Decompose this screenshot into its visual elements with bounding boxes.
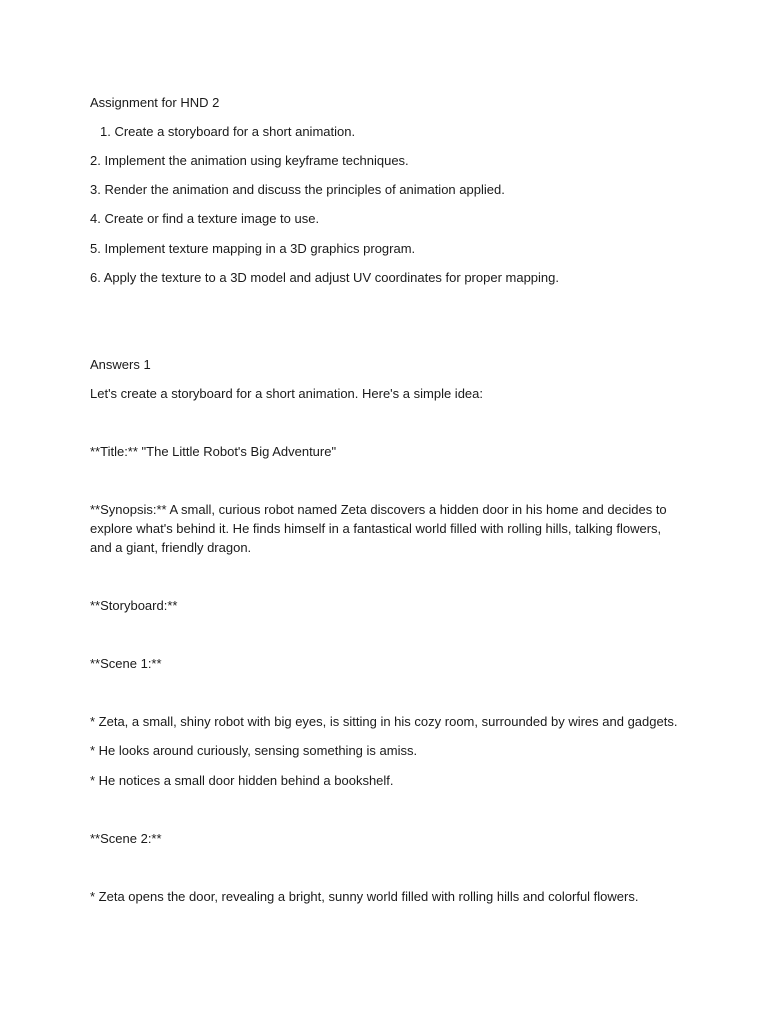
scene-1-heading: **Scene 1:** xyxy=(90,656,162,671)
storyboard-heading: **Storyboard:** xyxy=(90,598,178,613)
intro-paragraph: Let's create a storyboard for a short animation. Here's a simple idea: xyxy=(90,386,483,401)
scene-1-item-1: * Zeta, a small, shiny robot with big eyes, is sitting in his cozy room, surrounded by wires and gadgets. xyxy=(90,714,678,729)
title-line: **Title:** "The Little Robot's Big Adventure" xyxy=(90,444,337,459)
scene-1-item-3: * He notices a small door hidden behind a bookshelf. xyxy=(90,773,394,788)
synopsis-paragraph: **Synopsis:** A small, curious robot named Zeta discovers a hidden door in his home and decides to explore what's behind it. He finds himself in a fantastical world filled with rolling hills, talking flowers, and a giant, friendly dragon. xyxy=(90,502,667,555)
scene-2-heading: **Scene 2:** xyxy=(90,831,162,846)
scene-1-item-2: * He looks around curiously, sensing something is amiss. xyxy=(90,743,418,758)
answers-heading: Answers 1 xyxy=(90,357,151,372)
task-item-5: 5. Implement texture mapping in a 3D graphics program. xyxy=(90,241,416,256)
task-item-6: 6. Apply the texture to a 3D model and adjust UV coordinates for proper mapping. xyxy=(90,270,559,285)
scene-2-item-1: * Zeta opens the door, revealing a bright, sunny world filled with rolling hills and colorful flowers. xyxy=(90,889,639,904)
task-item-3: 3. Render the animation and discuss the principles of animation applied. xyxy=(90,182,505,197)
task-item-2: 2. Implement the animation using keyframe techniques. xyxy=(90,153,409,168)
assignment-heading: Assignment for HND 2 xyxy=(90,95,220,110)
task-item-1: 1. Create a storyboard for a short animation. xyxy=(100,124,356,139)
task-item-4: 4. Create or find a texture image to use. xyxy=(90,211,320,226)
